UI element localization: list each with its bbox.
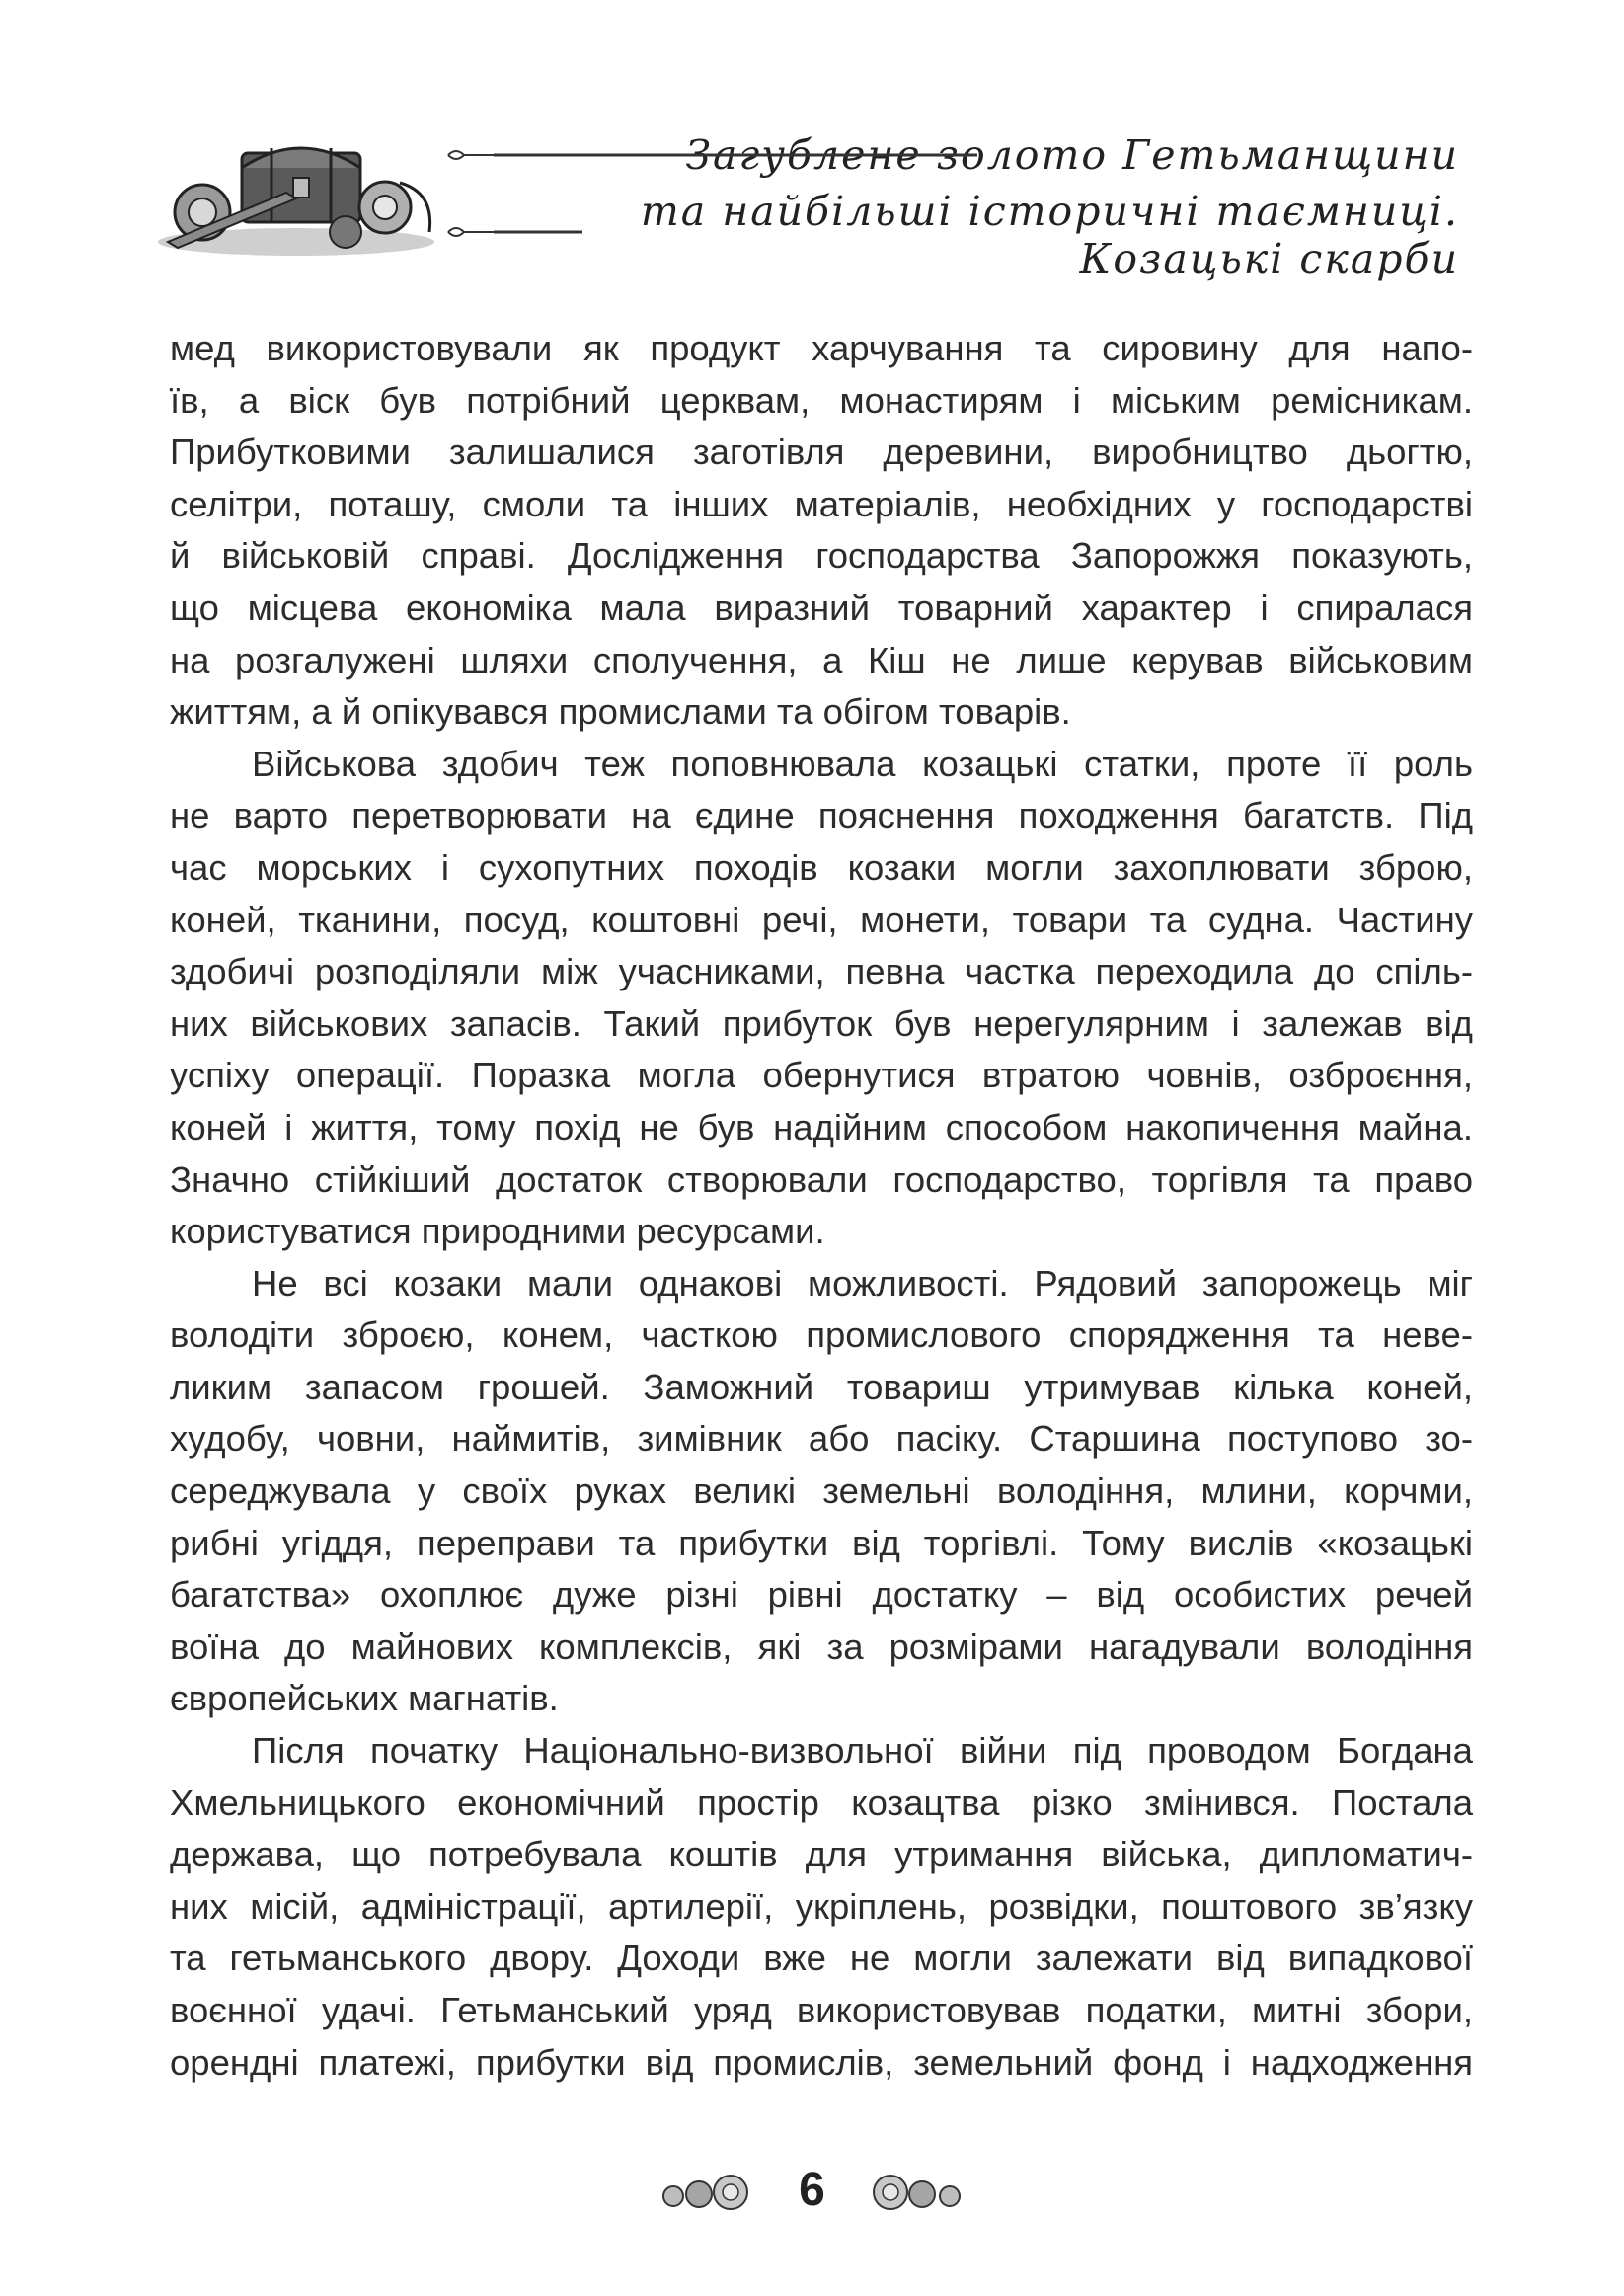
text-line: життям, а й опікувався промислами та обігом товарів.	[170, 691, 1071, 733]
text-line: рибні угіддя, переправи та прибутки від торгівлі. Тому вислів «козацькі	[170, 1522, 1473, 1563]
body-text	[170, 323, 1473, 2089]
running-header	[148, 123, 1471, 282]
text-line: на розгалужені шляхи сполучення, а Кіш не лише керував військовим	[170, 639, 1473, 680]
text-line: мед використовували як продукт харчування та сировину для напо-	[170, 328, 1473, 368]
text-line: них місій, адміністрації, артилерії, укріплень, розвідки, поштового зв’язку	[170, 1885, 1473, 1927]
text-line: Не всі козаки мали однакові можливості. Рядовий запорожець міг	[252, 1262, 1473, 1304]
text-line: користуватися природними ресурсами.	[170, 1211, 825, 1252]
text-line: них військових запасів. Такий прибуток був нерегулярним і залежав від	[170, 1002, 1473, 1044]
text-line: ликим запасом грошей. Заможний товариш утримував кілька коней,	[170, 1366, 1473, 1407]
text-line: воєнної удачі. Гетьманський уряд використовував податки, митні збори,	[170, 1990, 1473, 2030]
text-line: Військова здобич теж поповнювала козацькі статки, проте її роль	[252, 743, 1473, 784]
text-line: час морських і сухопутних походів козаки могли захоплювати зброю,	[170, 846, 1473, 888]
text-line: Хмельницького економічний простір козацтва різко змінився. Постала	[170, 1781, 1473, 1823]
text-line: що місцева економіка мала виразний товарний характер і спиралася	[170, 587, 1473, 628]
text-line: володіти зброєю, конем, часткою промислового спорядження та неве-	[170, 1314, 1473, 1356]
treasure-chest-icon	[148, 123, 444, 262]
text-line: здобичі розподіляли між учасниками, певна частка переходила до спіль-	[170, 951, 1473, 992]
text-line: селітри, поташу, смоли та інших матеріалів, необхідних у господарстві	[170, 483, 1473, 524]
text-line: орендні платежі, прибутки від промислів, земельний фонд і надходження	[170, 2041, 1473, 2083]
text-line: успіху операції. Поразка могла обернутися втратою човнів, озброєння,	[170, 1055, 1473, 1096]
text-line: воїна до майнових комплексів, які за розмірами нагадували володіння	[170, 1625, 1473, 1667]
text-line: Прибутковими залишалися заготівля деревини, виробництво дьогтю,	[170, 432, 1473, 473]
text-line: коней і життя, тому похід не був надійним способом накопичення майна.	[170, 1106, 1473, 1148]
text-line: їв, а віск був потрібний церквам, монастирям і міським ремісникам.	[170, 379, 1473, 421]
coins-ornament-icon	[869, 2173, 967, 2212]
header-title-line-2: та найбільші історичні таємниці. Козацькі скарби	[640, 188, 1459, 282]
text-line: багатства» охоплює дуже різні рівні достатку – від особистих речей	[170, 1574, 1473, 1616]
text-line: європейських магнатів.	[170, 1678, 559, 1719]
header-rule-bottom	[444, 222, 1471, 242]
text-line: держава, що потребувала коштів для утримання війська, дипломатич-	[170, 1834, 1473, 1875]
text-line: коней, тканини, посуд, коштовні речі, монети, товари та судна. Частину	[170, 899, 1473, 940]
header-rule-top	[444, 145, 1471, 165]
page-footer	[0, 2163, 1624, 2232]
text-line: худобу, човни, наймитів, зимівник або пасіку. Старшина поступово зо-	[170, 1418, 1473, 1460]
text-line: та гетьманського двору. Доходи вже не могли залежати від випадкової	[170, 1938, 1473, 1979]
header-title-line-1: Загублене золото Гетьманщини	[685, 131, 1459, 179]
text-line: Значно стійкіший достаток створювали господарство, торгівля та право	[170, 1158, 1473, 1200]
text-line: Після початку Національно-визвольної війни під проводом Богдана	[252, 1730, 1473, 1772]
text-line: не варто перетворювати на єдине пояснення походження багатств. Під	[170, 795, 1473, 836]
text-line: й військовій справі. Дослідження господарства Запорожжя показують,	[170, 535, 1473, 577]
page-number: 6	[799, 2164, 825, 2216]
text-line: середжувала у своїх руках великі земельні володіння, млини, корчми,	[170, 1470, 1473, 1512]
